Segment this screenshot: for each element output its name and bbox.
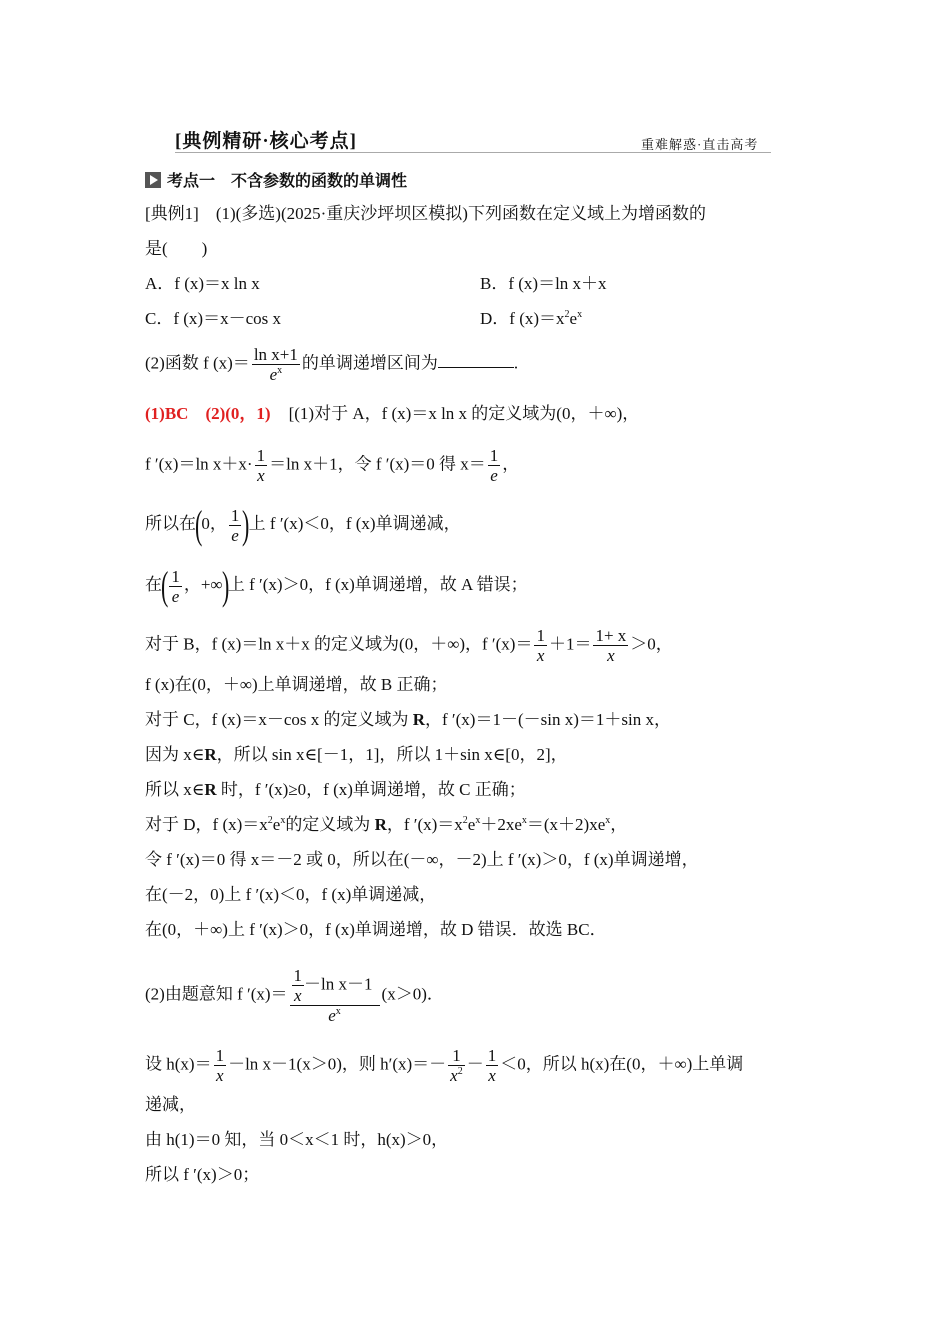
solution-line-1: (1)BC (2)(0，1) [(1)对于 A，f (x)＝x ln x 的定义域为(0，＋∞)， xyxy=(145,404,640,423)
solution-line-18: 所以 f ′(x)＞0； xyxy=(145,1165,260,1184)
topic-title: 考点一 不含参数的函数的单调性 xyxy=(167,171,408,190)
solution-line-6: f (x)在(0，＋∞)上单调递增，故 B 正确； xyxy=(145,675,448,694)
solution-line-8: 因为 x∈R，所以 sin x∈[－1，1]，所以 1＋sin x∈[0，2]， xyxy=(145,745,568,764)
topic-heading xyxy=(145,170,407,192)
solution-line-11: 令 f ′(x)＝0 得 x＝－2 或 0，所以在(－∞，－2)上 f ′(x)＞0，f (x)单调递增， xyxy=(145,850,699,869)
solution-line-13: 在(0，＋∞)上 f ′(x)＞0，f (x)单调递增，故 D 错误．故选 BC． xyxy=(145,920,607,939)
solution-line-4: 在( $\frac{1}{e}$ ，+∞)上 f ′(x)＞0，f (x)单调递增，故 A 错误； xyxy=(145,563,528,608)
option-b: B．f (x)＝ln x＋x xyxy=(480,274,607,293)
option-d: D．f $(x)=x^2e^x$ xyxy=(480,309,583,328)
problem-part2: (2)函数 f (x)＝ $\frac{\text{ln x+1}}{e^x}$ 的单调递增区间为 . xyxy=(145,345,519,384)
solution-line-7: 对于 C，f (x)＝x－cos x 的定义域为 R，f ′(x)＝1－(－sin x)＝1＋sin x， xyxy=(145,710,671,729)
solution-line-10: 对于 D，f $(x)=x^2e^x$的定义域为 R，f $'(x)=x^2e^x+2xe^x=(x+2)xe^x$， xyxy=(145,815,628,834)
solution-line-16: 递减， xyxy=(145,1095,196,1114)
answer-blank xyxy=(438,353,514,368)
solution-line-17: 由 h(1)＝0 知，当 0＜x＜1 时，h(x)＞0， xyxy=(145,1130,449,1149)
solution-line-12: 在(－2，0)上 f ′(x)＜0，f (x)单调递减， xyxy=(145,885,437,904)
option-c: C．f (x)＝x－cos x xyxy=(145,309,281,328)
answer-key: (1)BC (2)(0，1) xyxy=(145,404,271,423)
header-divider xyxy=(175,152,771,153)
solution-line-2: f ′(x)＝ln x＋x· $\frac{1}{x}$ ＝ln x＋1，令 f ′(x)＝0 得 x＝ $\frac{1}{e}$ ， xyxy=(145,446,520,485)
section-header-subtitle: 重难解惑·直击高考 xyxy=(641,137,759,152)
section-header-title: [典例精研·核心考点] xyxy=(175,131,357,152)
solution-line-15: 设 h(x)＝ $\frac{1}{x}$ －ln x－1(x＞0)，则 h′(x)＝－ $\frac{1}{x^2}$ － $\frac{1}{x}$ ＜0，所以 h(x)在(0，＋∞)上单调 xyxy=(145,1046,744,1085)
solution-line-14: (2)由题意知 f ′(x)＝ $\frac{1}{x}$ －ln x－1 $e^x$ (x＞0)． xyxy=(145,966,444,1025)
fraction: $\frac{\text{ln x+1}}{e^x}$ xyxy=(253,345,298,384)
problem-intro-cont: 是( ) xyxy=(145,239,208,258)
play-triangle-icon xyxy=(145,172,161,188)
problem-intro: [典例1] (1)(多选)(2025·重庆沙坪坝区模拟)下列函数在定义域上为增函数的 xyxy=(145,204,706,223)
solution-line-9: 所以 x∈R 时，f ′(x)≥0，f (x)单调递增，故 C 正确； xyxy=(145,780,526,799)
solution-line-5: 对于 B，f (x)＝ln x＋x 的定义域为(0，＋∞)，f ′(x)＝ $\frac{1}{x}$ ＋1＝ $\frac{1+ x}{x}$ ＞0， xyxy=(145,626,673,665)
solution-line-3: 所以在(0， $\frac{1}{e}$ )上 f ′(x)＜0，f (x)单调递减， xyxy=(145,502,461,547)
option-a: A．f (x)＝x ln x xyxy=(145,274,260,293)
